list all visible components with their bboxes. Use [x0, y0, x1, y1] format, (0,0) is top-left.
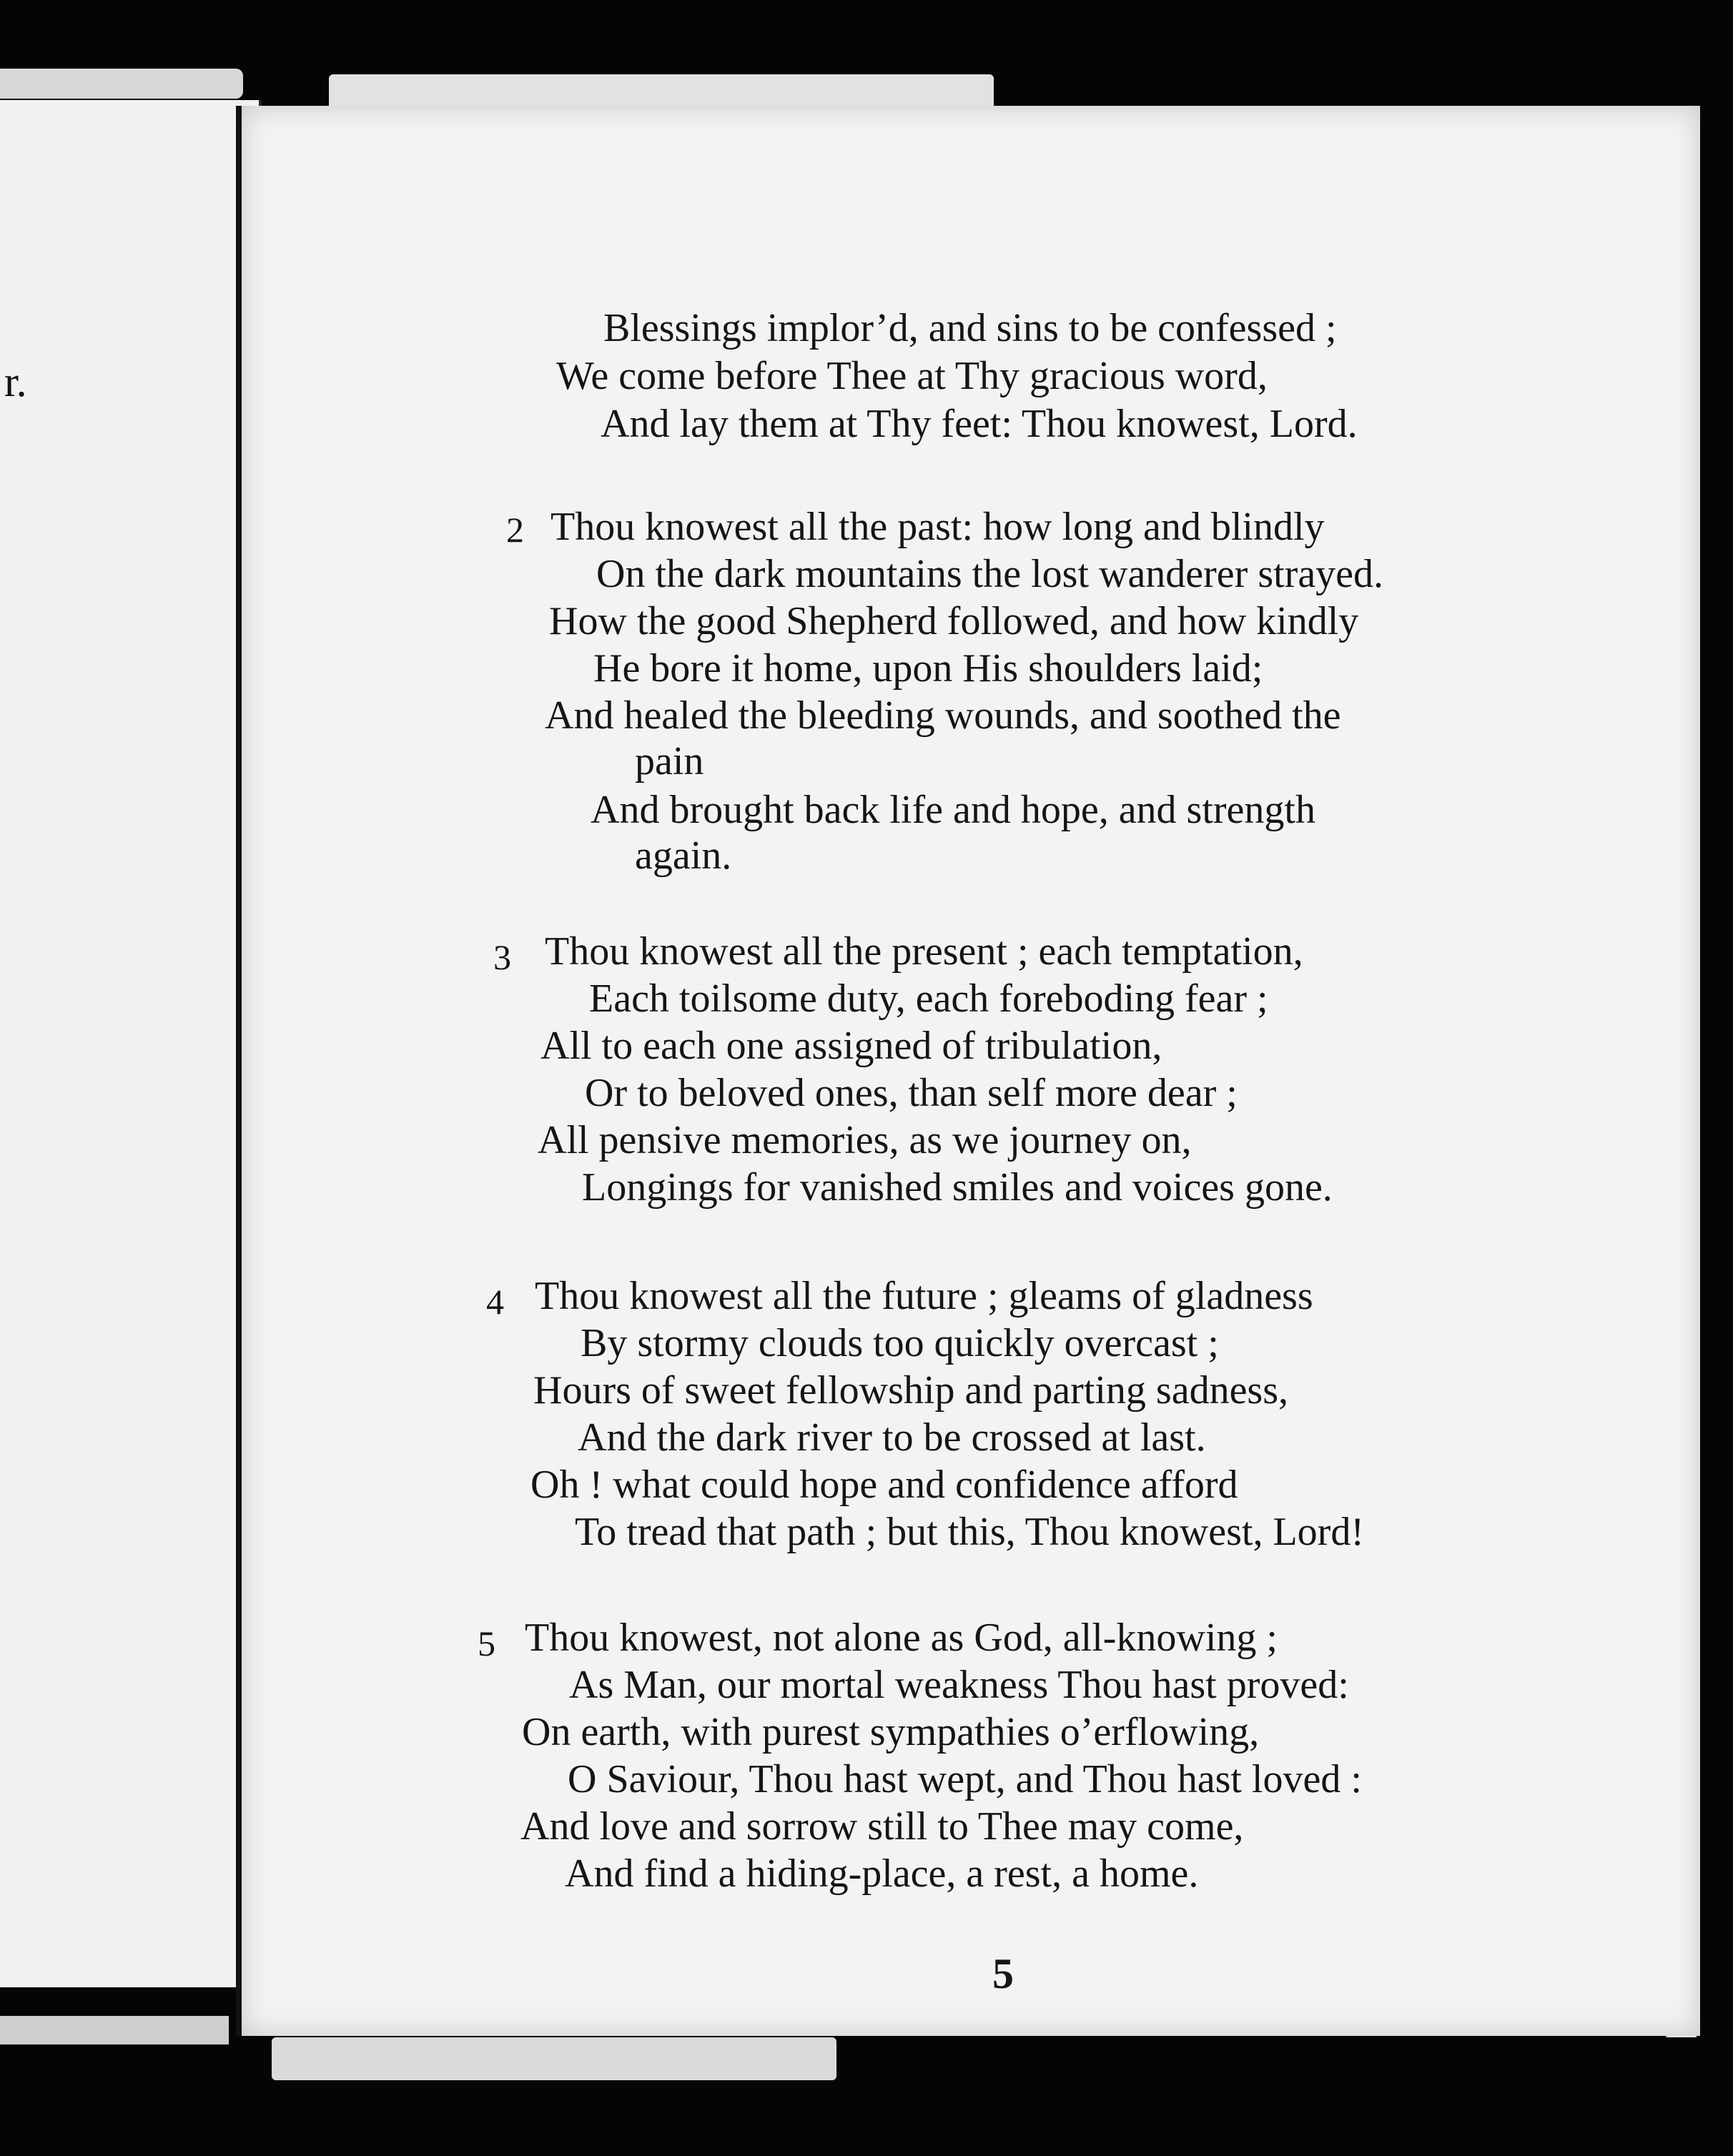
stanza2-line2: On the dark mountains the lost wanderer strayed. [596, 552, 1384, 596]
stanza3-line3: All to each one assigned of tribulation, [540, 1024, 1162, 1068]
page-number: 5 [992, 1950, 1014, 1997]
stanza2-line4: He bore it home, upon His shoulders laid; [593, 646, 1263, 691]
bottom-edge-right [272, 2037, 836, 2080]
stanza2-line8: again. [635, 834, 732, 878]
stanza5-line4: O Saviour, Thou hast wept, and Thou hast loved : [568, 1757, 1362, 1801]
stanza5-line3: On earth, with purest sympathies o’erflowing, [522, 1710, 1260, 1754]
stanza3-line5: All pensive memories, as we journey on, [538, 1118, 1192, 1162]
stanza3-line1: Thou knowest all the present ; each temptation, [545, 929, 1303, 974]
stanza4-line1: Thou knowest all the future ; gleams of gladness [535, 1274, 1313, 1318]
stanza5-line2: As Man, our mortal weakness Thou hast proved: [569, 1663, 1349, 1707]
facing-page [0, 100, 262, 1987]
stanza3-number: 3 [493, 937, 511, 977]
stanza5-line5: And love and sorrow still to Thee may come, [520, 1804, 1244, 1849]
stanza1-line2: We come before Thee at Thy gracious word, [556, 354, 1268, 398]
stanza2-number: 2 [506, 510, 524, 550]
stanza4-line4: And the dark river to be crossed at last. [578, 1415, 1206, 1460]
stanza1-line1: Blessings implor’d, and sins to be confessed ; [603, 306, 1337, 350]
stanza4-line3: Hours of sweet fellowship and parting sadness, [533, 1368, 1289, 1413]
stanza3-line6: Longings for vanished smiles and voices gone. [582, 1165, 1333, 1210]
stanza4-line6: To tread that path ; but this, Thou knowest, Lord! [575, 1510, 1364, 1554]
stanza4-line5: Oh ! what could hope and confidence afford [530, 1463, 1238, 1507]
stanza2-line7: And brought back life and hope, and strength [591, 788, 1315, 832]
stanza2-line5: And healed the bleeding wounds, and soothed the [545, 693, 1341, 738]
stanza3-line2: Each toilsome duty, each foreboding fear ; [589, 976, 1268, 1021]
top-edge-left [0, 69, 243, 99]
book-page [236, 106, 1700, 2036]
stanza5-number: 5 [478, 1623, 495, 1663]
stanza1-line3: And lay them at Thy feet: Thou knowest, Lord. [601, 402, 1358, 446]
stanza5-line6: And find a hiding-place, a rest, a home. [565, 1851, 1199, 1896]
stanza2-line3: How the good Shepherd followed, and how kindly [549, 599, 1359, 643]
facing-page-fragment: r. [4, 358, 27, 405]
stanza2-line6: pain [635, 739, 704, 783]
bottom-edge-left [0, 2016, 229, 2044]
stanza2-line1: Thou knowest all the past: how long and blindly [550, 505, 1325, 549]
stanza5-line1: Thou knowest, not alone as God, all-knowing ; [525, 1616, 1278, 1660]
stanza4-line2: By stormy clouds too quickly overcast ; [581, 1321, 1219, 1365]
stanza3-line4: Or to beloved ones, than self more dear ; [585, 1071, 1238, 1115]
stanza4-number: 4 [486, 1282, 504, 1322]
